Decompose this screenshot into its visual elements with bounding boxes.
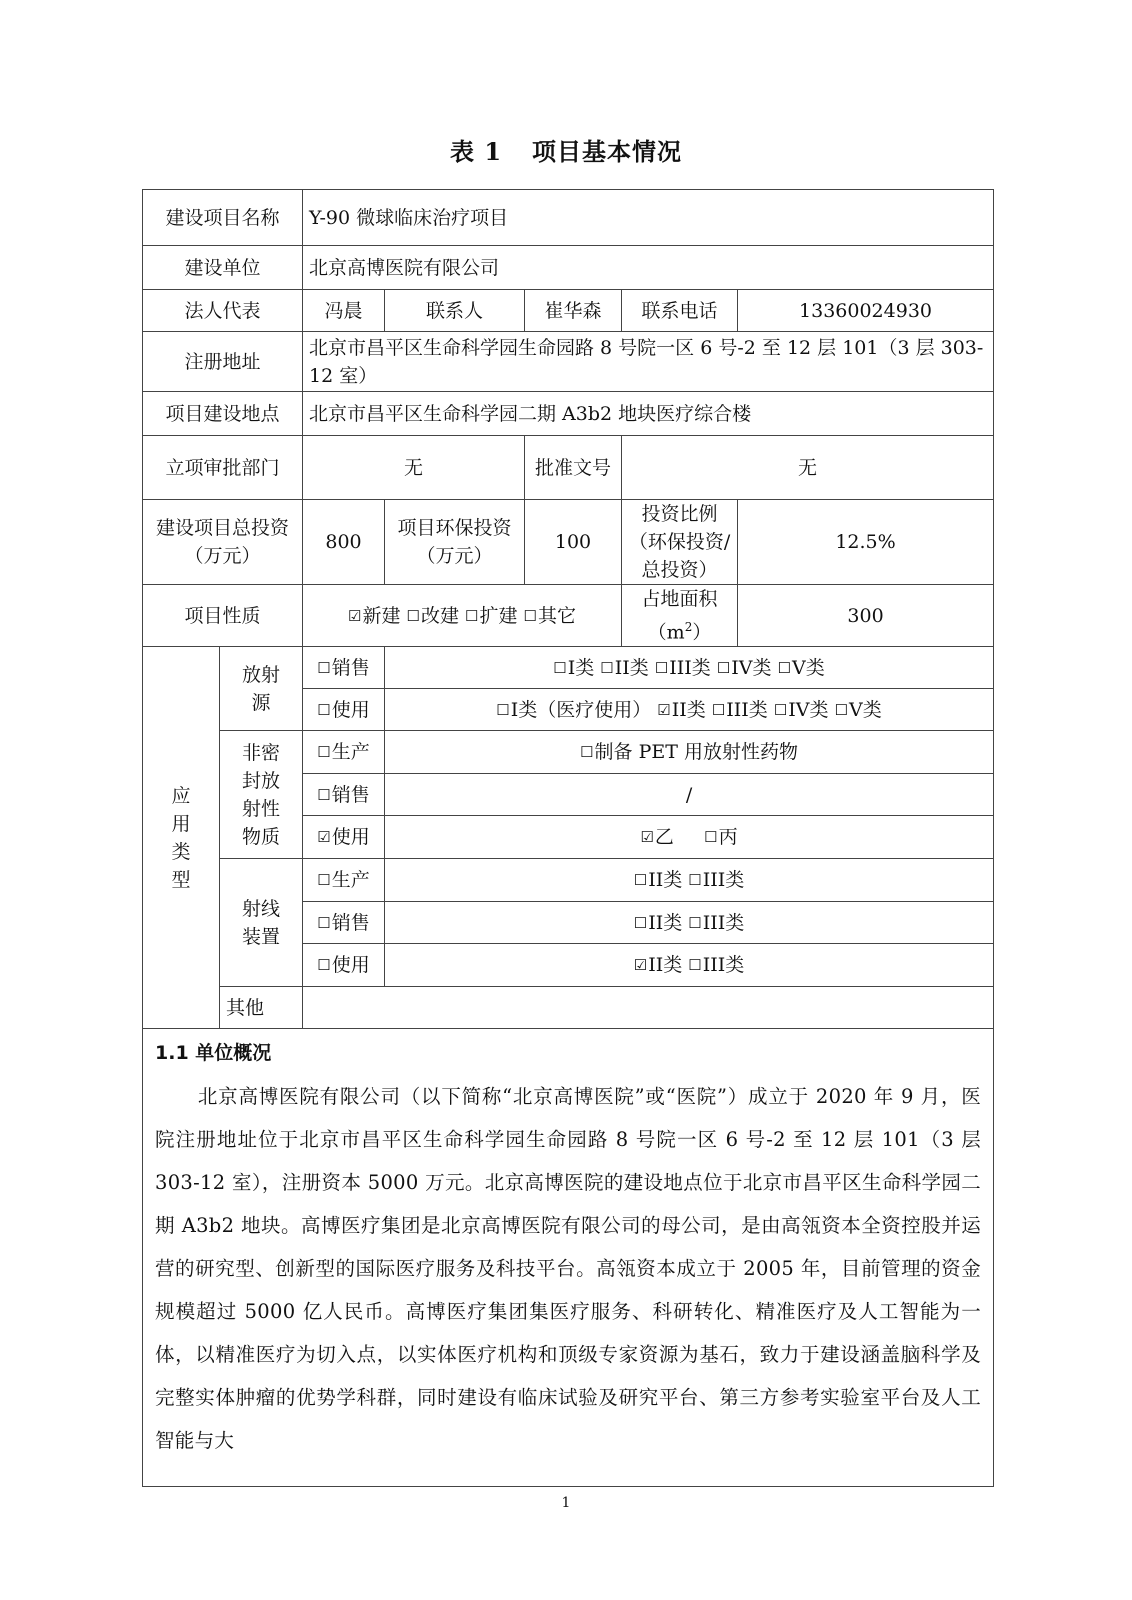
checkbox-icon: ☐ bbox=[600, 658, 614, 677]
checkbox-icon: ☐ bbox=[406, 606, 420, 625]
ray-label: 射线装置 bbox=[220, 859, 303, 987]
project-name-value: Y-90 微球临床治疗项目 bbox=[303, 190, 994, 246]
checkbox-icon: ☐ bbox=[716, 658, 731, 677]
phone-label: 联系电话 bbox=[622, 290, 738, 332]
unsealed-label: 非密封放射性物质 bbox=[220, 731, 303, 859]
source-label: 放射源 bbox=[220, 647, 303, 731]
total-investment-value: 800 bbox=[303, 500, 385, 585]
site-value: 北京市昌平区生命科学园二期 A3b2 地块医疗综合楼 bbox=[303, 392, 994, 436]
checkbox-icon: ☐ bbox=[633, 871, 648, 890]
page-number: 1 bbox=[561, 1495, 571, 1511]
table-title: 项目基本情况 bbox=[532, 137, 683, 166]
checkbox-checked-icon: ☑ bbox=[317, 828, 331, 847]
legal-rep-label: 法人代表 bbox=[143, 290, 303, 332]
row-source-sale bbox=[143, 647, 994, 689]
area-value: 300 bbox=[738, 585, 994, 647]
section-paragraph: 北京高博医院有限公司（以下简称“北京高博医院”或“医院”）成立于 2020 年 9 月，医院注册地址位于北京市昌平区生命科学园生命园路 8 号院一区 6 号-2 至 12 层 101（3 层 303-12 室），注册资本 5000 万元。北京高博医院的建设地点位于北京市昌平区生命科学园二期 A3b2 地块。高博医疗集团是北京高博医院有限公司的母公司，是由高瓴资本全资控股并运营的研究型、创新型的国际医疗服务及科技平台。高瓴资本成立于 2005 年，目前管理的资金规模超过 5000 亿人民币。高博医疗集团集医疗服务、科研转化、精准医疗及人工智能为一体，以精准医疗为切入点，以实体医疗机构和顶级专家资源为基石，致力于建设涵盖脑科学及完整实体肿瘤的优势学科群，同时建设有临床试验及研究平台、第三方参考实验室平台及人工智能与大 bbox=[155, 1085, 982, 1453]
address-value: 北京市昌平区生命科学园生命园路 8 号院一区 6 号-2 至 12 层 101（3 层 303-12 室） bbox=[303, 332, 994, 392]
investment-ratio-label: 投资比例（环保投资/总投资） bbox=[622, 500, 738, 585]
checkbox-icon: ☐ bbox=[553, 658, 567, 677]
checkbox-icon: ☐ bbox=[711, 700, 726, 719]
checkbox-checked-icon: ☑ bbox=[640, 828, 654, 847]
ray-use-label: ☐使用 bbox=[303, 944, 385, 987]
row-project-name bbox=[143, 190, 994, 246]
row-address bbox=[143, 332, 994, 392]
ray-produce-label: ☐生产 bbox=[303, 859, 385, 902]
unit-value: 北京高博医院有限公司 bbox=[303, 246, 994, 290]
row-other bbox=[143, 987, 994, 1029]
checkbox-icon: ☐ bbox=[773, 700, 788, 719]
row-legal bbox=[143, 290, 994, 332]
unsealed-produce-label: ☐生产 bbox=[303, 731, 385, 774]
source-sale-options: ☐I类 ☐II类 ☐III类 ☐IV类 ☐V类 bbox=[385, 647, 994, 689]
checkbox-icon: ☐ bbox=[633, 913, 648, 932]
checkbox-icon: ☐ bbox=[317, 658, 331, 677]
contact-label: 联系人 bbox=[385, 290, 525, 332]
page-title bbox=[0, 132, 1132, 167]
checkbox-icon: ☐ bbox=[688, 871, 702, 890]
project-name-label: 建设项目名称 bbox=[143, 190, 303, 246]
other-label: 其他 bbox=[220, 987, 303, 1029]
checkbox-icon: ☐ bbox=[654, 658, 669, 677]
checkbox-icon: ☐ bbox=[465, 606, 479, 625]
unsealed-sale-label: ☐销售 bbox=[303, 774, 385, 816]
contact-value: 崔华森 bbox=[525, 290, 622, 332]
nature-label: 项目性质 bbox=[143, 585, 303, 647]
investment-ratio-value: 12.5% bbox=[738, 500, 994, 585]
row-site bbox=[143, 392, 994, 436]
checkbox-icon: ☐ bbox=[317, 743, 331, 762]
area-label: 占地面积$(m^2)$ bbox=[622, 585, 738, 647]
source-use-options: ☐I类（医疗使用） ☑II类 ☐III类 ☐IV类 ☐V类 bbox=[385, 689, 994, 731]
checkbox-icon: ☐ bbox=[523, 606, 537, 625]
checkbox-icon: ☐ bbox=[688, 913, 702, 932]
checkbox-icon: ☐ bbox=[496, 700, 510, 719]
nature-opt-other: 其它 bbox=[538, 604, 577, 627]
nature-opt-expand: 扩建 bbox=[479, 604, 518, 627]
site-label: 项目建设地点 bbox=[143, 392, 303, 436]
address-label: 注册地址 bbox=[143, 332, 303, 392]
checkbox-icon: ☐ bbox=[777, 658, 792, 677]
row-nature bbox=[143, 585, 994, 647]
unit-label: 建设单位 bbox=[143, 246, 303, 290]
checkbox-icon: ☐ bbox=[834, 700, 849, 719]
checkbox-icon: ☐ bbox=[317, 700, 331, 719]
unsealed-sale-value: / bbox=[385, 774, 994, 816]
legal-rep-value: 冯晨 bbox=[303, 290, 385, 332]
approval-dept-value: 无 bbox=[303, 436, 525, 500]
ray-sale-options: ☐II类 ☐III类 bbox=[385, 902, 994, 944]
nature-opt-rebuild: 改建 bbox=[420, 604, 459, 627]
row-section bbox=[143, 1029, 994, 1487]
app-type-label: 应 用 类 型 bbox=[143, 647, 220, 1029]
ray-use-options: ☑II类 ☐III类 bbox=[385, 944, 994, 987]
unsealed-produce-options: ☐制备 PET 用放射性药物 bbox=[385, 731, 994, 774]
checkbox-icon: ☐ bbox=[317, 956, 331, 975]
nature-options bbox=[303, 585, 622, 647]
ray-produce-options: ☐II类 ☐III类 bbox=[385, 859, 994, 902]
approval-doc-label: 批准文号 bbox=[525, 436, 622, 500]
row-investment bbox=[143, 500, 994, 585]
source-use-label: ☐使用 bbox=[303, 689, 385, 731]
unsealed-use-label: ☑使用 bbox=[303, 816, 385, 859]
checkbox-checked-icon: ☑ bbox=[633, 956, 648, 975]
row-unit bbox=[143, 246, 994, 290]
nature-opt-new: 新建 bbox=[362, 604, 401, 627]
row-unsealed-produce bbox=[143, 731, 994, 774]
section-title: 1.1 单位概况 bbox=[155, 1042, 272, 1065]
approval-doc-value: 无 bbox=[622, 436, 994, 500]
approval-dept-label: 立项审批部门 bbox=[143, 436, 303, 500]
other-value bbox=[303, 987, 994, 1029]
checkbox-icon: ☐ bbox=[317, 913, 331, 932]
unsealed-use-options: ☑乙 ☐丙 bbox=[385, 816, 994, 859]
total-investment-label: 建设项目总投资（万元） bbox=[143, 500, 303, 585]
checkbox-checked-icon: ☑ bbox=[657, 700, 671, 719]
checkbox-icon: ☐ bbox=[317, 785, 331, 804]
row-ray-produce bbox=[143, 859, 994, 902]
checkbox-icon: ☐ bbox=[317, 871, 331, 890]
unit-overview-section bbox=[143, 1029, 994, 1487]
checkbox-icon: ☐ bbox=[704, 828, 718, 847]
source-sale-label: ☐销售 bbox=[303, 647, 385, 689]
ray-sale-label: ☐销售 bbox=[303, 902, 385, 944]
checkbox-icon: ☐ bbox=[580, 743, 594, 762]
row-approval bbox=[143, 436, 994, 500]
env-investment-value: 100 bbox=[525, 500, 622, 585]
table-number: 表 1 bbox=[449, 137, 503, 166]
project-info-table bbox=[142, 189, 994, 1487]
env-investment-label: 项目环保投资（万元） bbox=[385, 500, 525, 585]
checkbox-icon: ☐ bbox=[688, 956, 702, 975]
phone-value: 13360024930 bbox=[738, 290, 994, 332]
checkbox-checked-icon: ☑ bbox=[348, 606, 362, 625]
